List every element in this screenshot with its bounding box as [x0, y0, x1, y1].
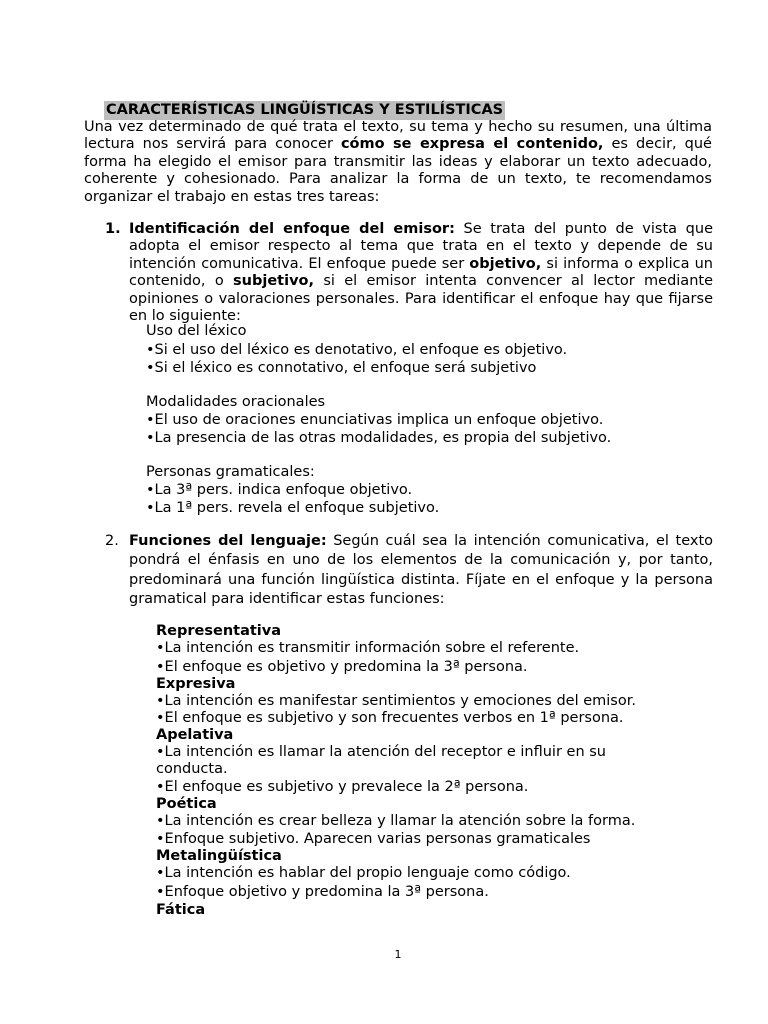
page-title: CARACTERÍSTICAS LINGÜÍSTICAS Y ESTILÍSTICAS — [106, 102, 504, 118]
item2-heading: Funciones del lenguaje: — [129, 533, 327, 549]
fn-metalinguistica-line2: •Enfoque objetivo y predomina la 3ª persona. — [156, 884, 489, 900]
fn-poetica-line2: •Enfoque subjetivo. Aparecen varias personas gramaticales — [156, 831, 591, 847]
fn-representativa-line2: •El enfoque es objetivo y predomina la 3ª persona. — [156, 659, 528, 675]
fn-fatica-title: Fática — [156, 902, 206, 918]
personas-title: Personas gramaticales: — [146, 464, 315, 480]
intro-paragraph — [84, 119, 712, 206]
item2-paragraph — [129, 532, 713, 609]
fn-metalinguistica-line1: •La intención es hablar del propio lenguaje como código. — [156, 865, 571, 881]
fn-apelativa-line1: •La intención es llamar la atención del receptor e influir en su conducta. — [156, 744, 606, 778]
lexico-title: Uso del léxico — [146, 323, 247, 339]
modal-bullet-1: •El uso de oraciones enunciativas implica un enfoque objetivo. — [146, 412, 604, 428]
modal-title: Modalidades oracionales — [146, 394, 326, 410]
fn-expresiva-line2: •El enfoque es subjetivo y son frecuentes verbos en 1ª persona. — [156, 710, 624, 726]
fn-apelativa-line2: •El enfoque es subjetivo y prevalece la 2ª persona. — [156, 779, 529, 795]
fn-poetica-title: Poética — [156, 796, 217, 812]
fn-apelativa-title: Apelativa — [156, 727, 234, 743]
personas-bullet-2: •La 1ª pers. revela el enfoque subjetivo. — [146, 500, 440, 516]
item2-number: 2. — [105, 533, 119, 549]
modal-bullet-2: •La presencia de las otras modalidades, es propia del subjetivo. — [146, 430, 612, 446]
item1-text-1: Se trata del punto de vista que adopta el emisor respecto al tema que trata en el texto y depende de su intención comunicativa. El enfoque puede ser — [129, 221, 713, 272]
personas-bullet-1: •La 3ª pers. indica enfoque objetivo. — [146, 482, 413, 498]
item1-heading: Identificación del enfoque del emisor: — [129, 221, 455, 237]
fn-metalinguistica-title: Metalingüística — [156, 848, 282, 864]
lexico-bullet-2: •Si el léxico es connotativo, el enfoque será subjetivo — [146, 360, 537, 376]
lexico-bullet-1: •Si el uso del léxico es denotativo, el enfoque es objetivo. — [146, 342, 568, 358]
intro-bold: cómo se expresa el contenido, — [340, 136, 604, 153]
fn-poetica-line1: •La intención es crear belleza y llamar la atención sobre la forma. — [156, 813, 636, 829]
intro-text-2: es decir, qué forma ha elegido el emisor para transmitir las ideas y elaborar un texto adecuado, coherente y cohesionado. Para analizar la forma de un texto, te recomendamos organizar el trabajo en estas tres tareas: — [84, 136, 712, 205]
fn-expresiva-title: Expresiva — [156, 676, 236, 692]
page-number: 1 — [394, 948, 402, 961]
intro-text-1: Una vez determinado de qué trata el texto, su tema y hecho su resumen, una última lectura nos servirá para conocer — [84, 119, 712, 153]
item1-bold-objetivo: objetivo, — [469, 255, 542, 272]
fn-expresiva-line1: •La intención es manifestar sentimientos y emociones del emisor. — [156, 693, 636, 709]
item1-text-2: si informa o explica un contenido, o — [129, 255, 713, 290]
item1-number: 1. — [105, 221, 121, 237]
item1-paragraph — [129, 221, 713, 325]
fn-representativa-title: Representativa — [156, 623, 282, 639]
item1-text-3: si el emisor intenta convencer al lector mediante opiniones o valoraciones personales. Para identificar el enfoque hay que fijarse en lo siguiente: — [129, 273, 713, 325]
item2-text: Según cuál sea la intención comunicativa, el texto pondrá el énfasis en uno de los elementos de la comunicación y, por tanto, predominará una función lingüística distinta. Fíjate en el enfoque y la persona gramatical para identificar estas funciones: — [129, 533, 713, 607]
fn-representativa-line1: •La intención es transmitir información sobre el referente. — [156, 640, 580, 656]
item1-bold-subjetivo: subjetivo, — [233, 273, 315, 290]
